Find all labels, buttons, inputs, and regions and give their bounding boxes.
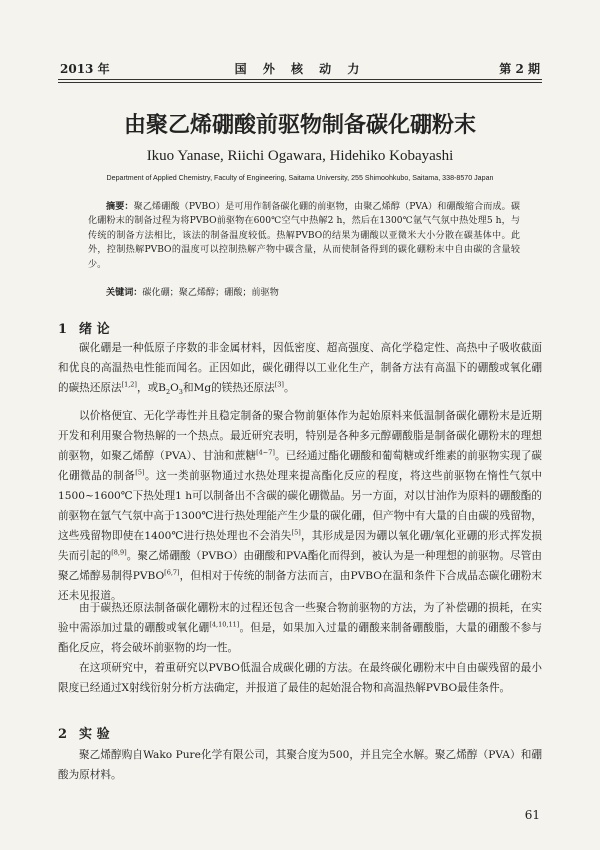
abstract-text: 聚乙烯硼酸（PVBO）是可用作制备碳化硼的前驱物，由聚乙烯醇（PVA）和硼酸缩合而成。碳化硼粉末的制备过程为将PVBO前驱物在600℃空气中热解2 h，然后在1300℃氩气气氛中热处理5 h，与传统的制备方法相比，该法的制备温度较低。热解PVBO的结果为硼酸以亚微米大小分散在碳基体中。此外，控制热解PVBO的温度可以控制热解产物中碳含量，从而使制备得到的碳化硼粉末中自由碳的含量较少。 xyxy=(88,202,520,270)
text-run: 聚乙烯醇购自Wako Pure化学有限公司，其聚合度为500，并且完全水解。聚乙烯醇（PVA）和硼酸为原材料。 xyxy=(58,749,542,781)
header-journal: 国 外 核 动 力 xyxy=(234,62,366,76)
abstract xyxy=(88,200,520,272)
text-run: ，其形成是因为硼以氧化硼/氧化亚硼的形式挥发损失而引起的 xyxy=(58,530,543,562)
authors: Ikuo Yanase, Riichi Ogawara, Hidehiko Kobayashi xyxy=(146,148,454,164)
text-run: 。但是，如果加入过量的硼酸来制备硼酸脂，大量的硼酸不参与酯化反应，将会破坏前驱物的均一性。 xyxy=(58,622,543,654)
keywords-label: 关键词： xyxy=(106,287,143,298)
section-number: 2 xyxy=(58,727,68,742)
paper-title: 由聚乙烯硼酸前驱物制备碳化硼粉末 xyxy=(123,113,476,138)
text-run: 。已经通过酯化硼酸和葡萄糖或纤维素的前驱物实现了碳化硼微晶的制备 xyxy=(58,450,542,482)
text-run: ，或B xyxy=(136,382,166,394)
section-title: 绪 论 xyxy=(79,322,110,337)
citation: [4,10,11] xyxy=(209,620,240,629)
keywords xyxy=(106,285,520,298)
text-run: 和Mg的镁热还原法 xyxy=(182,382,275,394)
text-run: 。聚乙烯硼酸（PVBO）由硼酸和PVA酯化而得到，被认为是一种理想的前驱物。尽管由聚乙烯醇易制得PVBO xyxy=(58,550,543,582)
text-run: 。 xyxy=(283,382,295,394)
subscript: 2 xyxy=(165,388,171,397)
section-number: 1 xyxy=(58,322,68,337)
paragraph-4 xyxy=(58,658,542,698)
paragraph-2 xyxy=(58,406,542,606)
citation: [3] xyxy=(274,380,284,389)
citation: [6,7] xyxy=(164,568,180,577)
section-heading-experiment xyxy=(58,723,110,742)
section-title: 实 验 xyxy=(79,727,110,742)
header-year: 2013 年 xyxy=(60,62,110,76)
paragraph-5 xyxy=(58,745,542,785)
text-run: 在这项研究中，着重研究以PVBO低温合成碳化硼的方法。在最终碳化硼粉末中自由碳残留的最小限度已经通过X射线衍射分析方法确定，并报道了最佳的起始混合物和高温热解PVBO最佳条件。 xyxy=(58,662,542,694)
text-run: 。这一类前驱物通过水热处理来提高酯化反应的程度，将这些前驱物在惰性气氛中1500~1600℃下热处理1 h可以制备出不含碳的碳化硼微晶。另一方面，对以甘油作为原料的硼酸酯的前驱物在氩气气氛中高于1300℃进行热处理能产生少量的碳化硼，但产物中有大量的自由碳的残留物，这些残留物即使在1400℃进行热处理也不会消失 xyxy=(58,470,543,542)
citation: [1,2] xyxy=(121,380,137,389)
citation: [4~7] xyxy=(256,448,275,457)
keywords-text: 碳化硼；聚乙烯醇；硼酸；前驱物 xyxy=(142,288,279,298)
citation: [5] xyxy=(291,528,301,537)
abstract-label: 摘要： xyxy=(106,201,134,212)
text-run: 以价格便宜、无化学毒性并且稳定制备的聚合物前躯体作为起始原料来低温制备碳化硼粉末是近期开发和利用聚合物热解的一个热点。最近研究表明，特别是各种多元醇硼酸脂是制备碳化硼粉末的理想前驱物，如聚乙烯醇（PVA）、甘油和蔗糖 xyxy=(58,410,542,462)
header-issue: 第 2 期 xyxy=(499,62,540,76)
section-heading-intro xyxy=(58,318,110,337)
paragraph-3 xyxy=(58,598,542,658)
header-rule-thick xyxy=(58,79,542,80)
affiliation: Department of Applied Chemistry, Faculty of Engineering, Saitama University, 255 Shimoohkubo, Saitama, 338-8570 Japan xyxy=(106,174,494,182)
paragraph-1 xyxy=(58,338,542,398)
header-rule-thin xyxy=(58,82,542,83)
subscript: 3 xyxy=(178,388,183,397)
citation: [8,9] xyxy=(111,548,127,557)
text-run: 碳化硼是一种低原子序数的非金属材料，因低密度、超高强度、高化学稳定性、高热中子吸收截面和优良的高温热电性能而闻名。正因如此，碳化硼得以工业化生产，制备方法有高温下的硼酸或氧化硼的碳热还原法 xyxy=(58,342,542,394)
text-run: 由于碳热还原法制备碳化硼粉末的过程还包含一些聚合物前驱物的方法，为了补偿硼的损耗，在实验中需添加过量的硼酸或氧化硼 xyxy=(58,602,542,634)
citation: [5] xyxy=(135,468,145,477)
text-run: O xyxy=(170,382,179,394)
text-run: ，但相对于传统的制备方法而言，由PVBO在温和条件下合成晶态碳化硼粉末还未见报道。 xyxy=(58,570,542,602)
page-number: 61 xyxy=(524,808,540,822)
